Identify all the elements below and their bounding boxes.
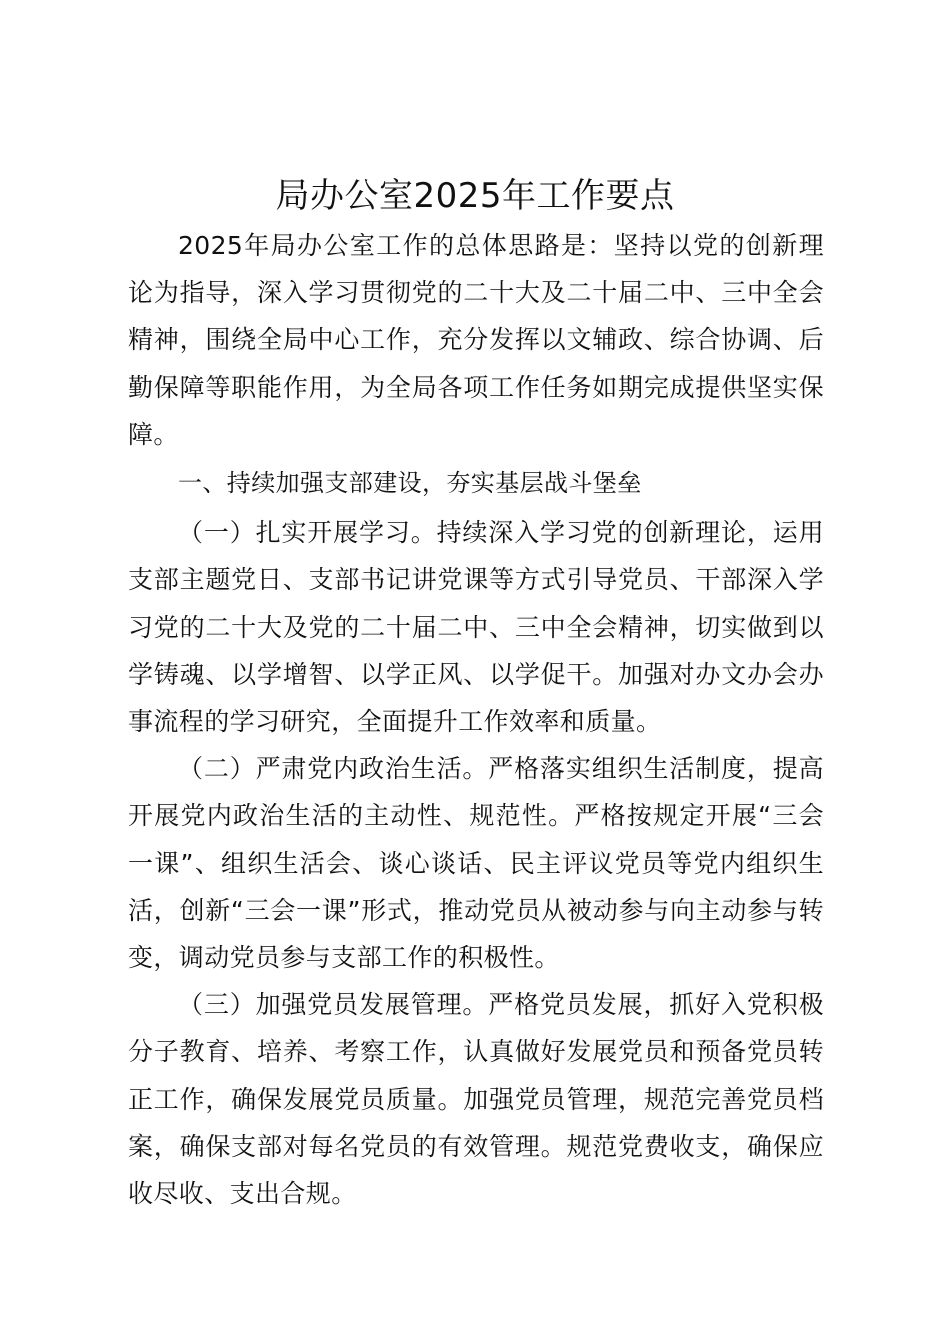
intro-paragraph: 2025年局办公室工作的总体思路是：坚持以党的创新理论为指导，深入学习贯彻党的二十大及二十届二中、三中全会精神，围绕全局中心工作，充分发挥以文辅政、综合协调、后勤保障等职能作用，为全局各项工作任务如期完成提供坚实保障。	[128, 231, 824, 449]
subsection-paragraph-3: （三）加强党员发展管理。严格党员发展，抓好入党积极分子教育、培养、考察工作，认真做好发展党员和预备党员转正工作，确保发展党员质量。加强党员管理，规范完善党员档案，确保支部对每名党员的有效管理。规范党费收支，确保应收尽收、支出合规。	[128, 990, 824, 1209]
document-title: 局办公室2025年工作要点	[275, 176, 675, 216]
section-heading-1: 一、持续加强支部建设，夯实基层战斗堡垒	[178, 469, 642, 498]
subsection-paragraph-1: （一）扎实开展学习。持续深入学习党的创新理论，运用支部主题党日、支部书记讲党课等方式引导党员、干部深入学习党的二十大及党的二十届二中、三中全会精神，切实做到以学铸魂、以学增智、以学正风、以学促干。加强对办文办会办事流程的学习研究，全面提升工作效率和质量。	[128, 518, 824, 737]
document-body	[128, 222, 824, 1217]
subsection-paragraph-2: （二）严肃党内政治生活。严格落实组织生活制度，提高开展党内政治生活的主动性、规范性。严格按规定开展“三会一课”、组织生活会、谈心谈话、民主评议党员等党内组织生活，创新“三会一课”形式，推动党员从被动参与向主动参与转变，调动党员参与支部工作的积极性。	[128, 754, 824, 973]
